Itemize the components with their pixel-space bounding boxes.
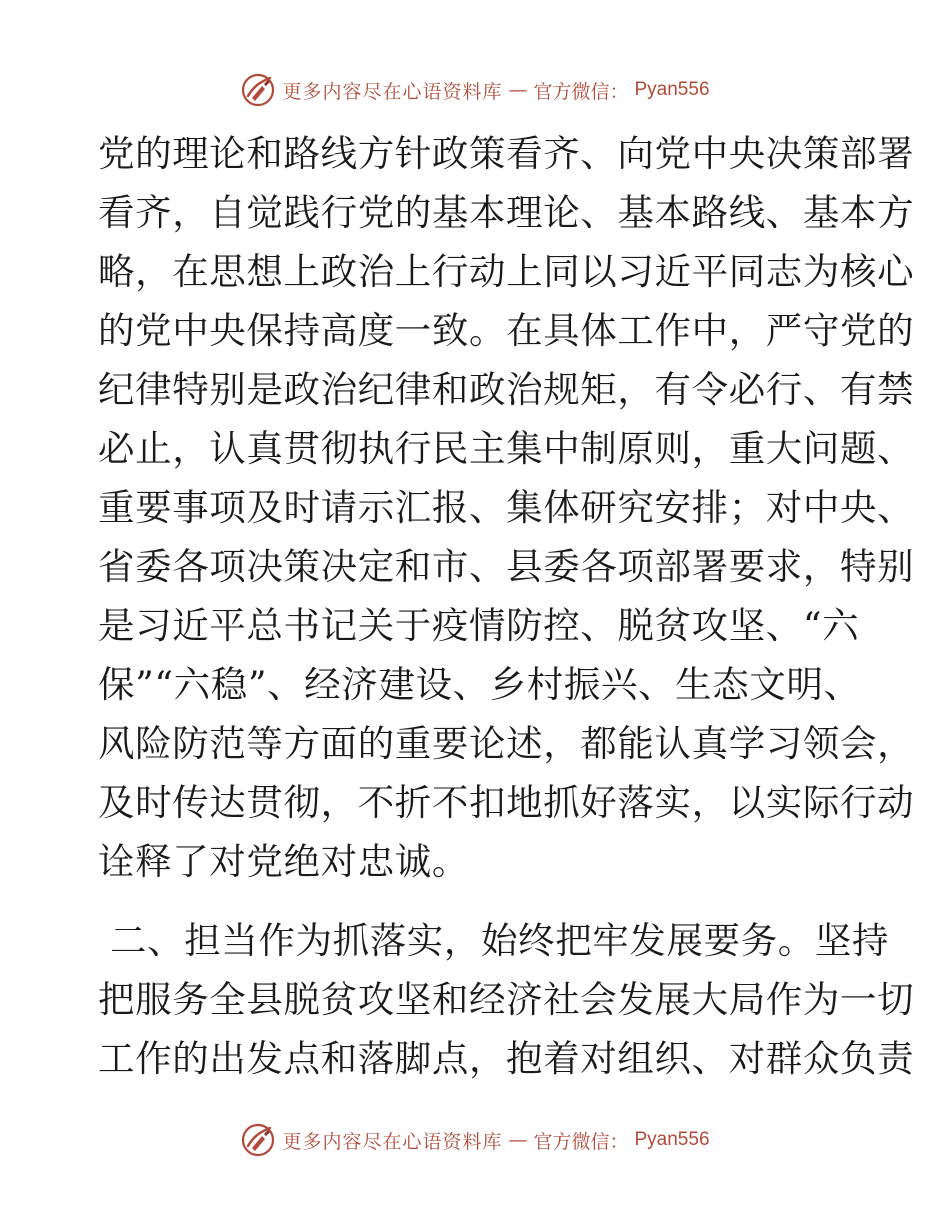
watermark-wechat-id: Pyan556 (634, 1129, 710, 1150)
watermark-separator: — (508, 79, 528, 101)
text-line: 工作的出发点和落脚点，抱着对组织、对群众负责 (98, 1037, 915, 1080)
text-line: 纪律特别是政治纪律和政治规矩，有令必行、有禁 (98, 368, 915, 411)
text-line: 风险防范等方面的重要论述，都能认真学习领会， (98, 722, 915, 765)
paragraph-1 (98, 124, 915, 891)
watermark-main-text: 更多内容尽在心语资料库 (282, 80, 503, 103)
text-line: 必止，认真贯彻执行民主集中制原则，重大问题、 (98, 427, 915, 470)
document-body (98, 124, 915, 1088)
watermark-main-text: 更多内容尽在心语资料库 (282, 1130, 503, 1153)
text-line: 保”“六稳”、经济建设、乡村振兴、生态文明、 (98, 663, 861, 706)
text-line: 及时传达贯彻，不折不扣地抓好落实，以实际行动 (98, 781, 915, 824)
header-watermark (0, 70, 950, 110)
text-line: 略，在思想上政治上行动上同以习近平同志为核心 (98, 250, 915, 293)
pen-in-circle-logo-icon (240, 1122, 276, 1158)
watermark-separator: — (508, 1129, 528, 1151)
text-line: 把服务全县脱贫攻坚和经济社会发展大局作为一切 (98, 978, 915, 1021)
watermark-sub-text: 官方微信： (533, 1130, 629, 1153)
text-line: 诠释了对党绝对忠诚。 (98, 840, 469, 883)
text-line: 的党中央保持高度一致。在具体工作中，严守党的 (98, 309, 915, 352)
footer-watermark (0, 1120, 950, 1160)
text-line: 看齐，自觉践行党的基本理论、基本路线、基本方 (98, 191, 915, 234)
text-line: 省委各项决策决定和市、县委各项部署要求，特别 (98, 545, 915, 588)
watermark-sub-text: 官方微信： (533, 80, 629, 103)
watermark-wechat-id: Pyan556 (634, 79, 710, 100)
paragraph-gap (98, 891, 850, 911)
text-line: 是习近平总书记关于疫情防控、脱贫攻坚、“六 (98, 604, 860, 647)
pen-in-circle-logo-icon (240, 72, 276, 108)
paragraph-2 (98, 911, 915, 1088)
text-line: 党的理论和路线方针政策看齐、向党中央决策部署 (98, 132, 915, 175)
section-heading-line: 二、担当作为抓落实，始终把牢发展要务。坚持 (110, 919, 890, 962)
text-line: 重要事项及时请示汇报、集体研究安排；对中央、 (98, 486, 915, 529)
